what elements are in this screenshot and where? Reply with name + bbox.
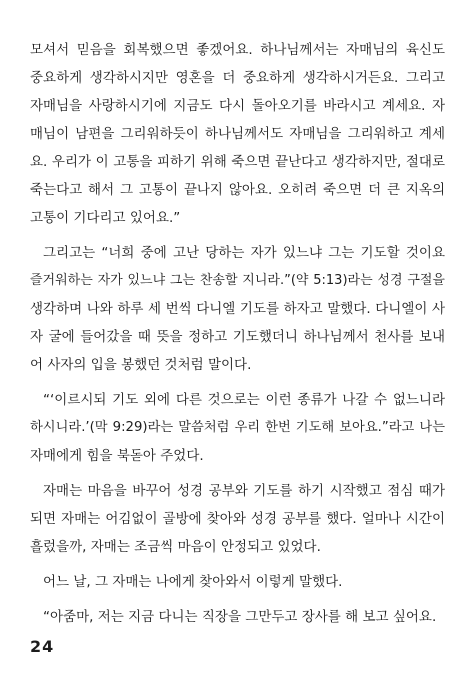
paragraph-3 xyxy=(30,386,445,470)
text-line: “‘이르시되 기도 외에 다른 것으로는 이런 종류가 나갈 수 없느니라 xyxy=(43,392,445,408)
text-line: 흘렀을까, 자매는 조금씩 마음이 안정되고 있었다. xyxy=(30,539,321,555)
text-line: 하시니라.’(막 9:29)라는 말씀처럼 우리 한번 기도해 보아요.”라고 나는 xyxy=(30,420,445,435)
text-line: 즐거워하는 자가 있느냐 그는 찬송할 지니라.”(약 5:13)라는 성경 구절을 xyxy=(30,273,445,288)
text-line: 자매에게 힘을 북돋아 주었다. xyxy=(30,448,204,464)
paragraph-6 xyxy=(30,603,445,631)
text-line: 그리고는 “너희 중에 고난 당하는 자가 있느냐 그는 기도할 것이요 xyxy=(43,245,445,261)
text-line: 되면 자매는 어김없이 골방에 찾아와 성경 공부를 했다. 얼마나 시간이 xyxy=(30,511,445,527)
text-line: “아줌마, 저는 지금 다니는 직장을 그만두고 장사를 해 보고 싶어요. xyxy=(43,609,437,625)
paragraph-1 xyxy=(30,36,445,232)
text-line: 자 굴에 들어갔을 때 뜻을 정하고 기도했더니 하나님께서 천사를 보내 xyxy=(30,329,445,345)
text-line: 중요하게 생각하시지만 영혼을 더 중요하게 생각하시거든요. 그리고 xyxy=(30,70,445,86)
text-line: 모셔서 믿음을 회복했으면 좋겠어요. 하나님께서는 자매님의 육신도 xyxy=(30,42,445,58)
text-line: 죽는다고 해서 그 고통이 끝나지 않아요. 오히려 죽으면 더 큰 지옥의 xyxy=(30,182,445,198)
page-number: 24 xyxy=(30,637,55,656)
text-line: 자매님을 사랑하시기에 지금도 다시 돌아오기를 바라시고 계세요. 자 xyxy=(30,98,445,114)
paragraph-2 xyxy=(30,239,445,379)
text-line: 요. 우리가 이 고통을 피하기 위해 죽으면 끝난다고 생각하지만, 절대로 xyxy=(30,154,445,170)
text-line: 생각하며 나와 하루 세 번씩 다니엘 기도를 하자고 말했다. 다니엘이 사 xyxy=(30,301,445,317)
text-line: 자매는 마음을 바꾸어 성경 공부와 기도를 하기 시작했고 점심 때가 xyxy=(43,483,445,499)
paragraph-4 xyxy=(30,477,445,561)
text-line: 고통이 기다리고 있어요.” xyxy=(30,210,181,226)
body-text xyxy=(30,36,445,638)
paragraph-5 xyxy=(30,568,445,596)
text-line: 매님이 남편을 그리워하듯이 하나님께서도 자매님을 그리워하고 계세 xyxy=(30,126,445,142)
text-line: 어 사자의 입을 봉했던 것처럼 말이다. xyxy=(30,357,252,373)
text-line: 어느 날, 그 자매는 나에게 찾아와서 이렇게 말했다. xyxy=(43,574,343,590)
